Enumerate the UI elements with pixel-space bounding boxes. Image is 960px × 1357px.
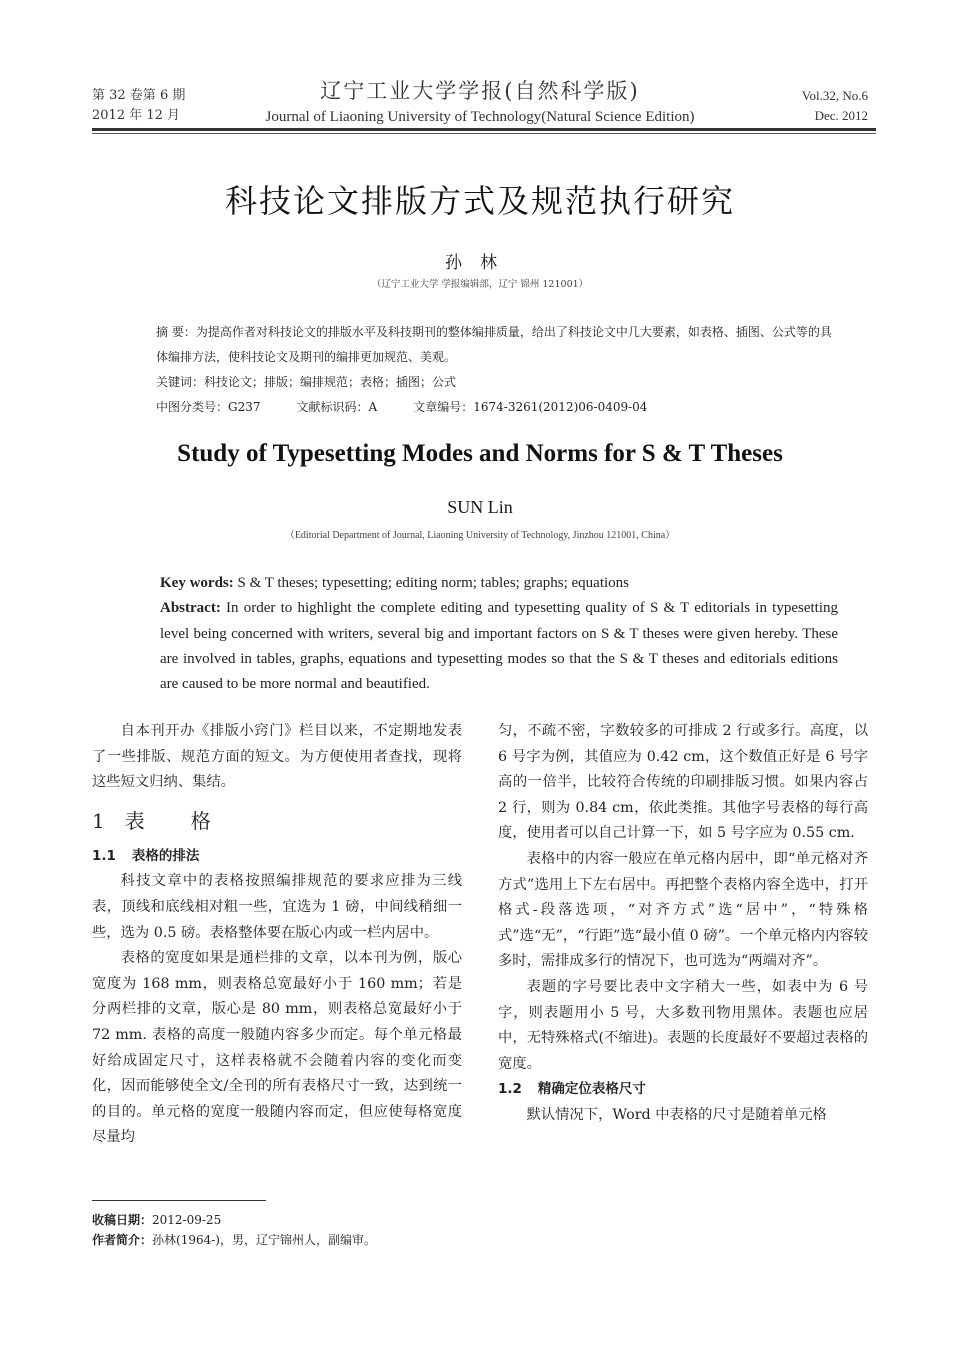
header-rule-thick xyxy=(92,128,876,131)
keywords-cn-label: 关键词： xyxy=(156,375,205,389)
intro-paragraph: 自本刊开办《排版小窍门》栏目以来，不定期地发表了一些排版、规范方面的短文。为方便使用者查找，现将这些短文归纳、集结。 xyxy=(92,723,462,791)
article-no-value: 1674-3261(2012)06-0409-04 xyxy=(473,400,648,414)
section-1-title-a: 表 xyxy=(124,808,145,833)
paper-title-en: Study of Typesetting Modes and Norms for S & T Theses xyxy=(177,440,783,467)
paragraph: 默认情况下，Word 中表格的尺寸是随着单元格 xyxy=(526,1106,827,1123)
received-date xyxy=(92,1210,376,1230)
issue-date-en: Dec. 2012 xyxy=(814,108,868,123)
footnote xyxy=(92,1210,376,1250)
doc-code-label: 文献标识码： xyxy=(296,400,369,414)
received-label: 收稿日期： xyxy=(92,1213,153,1227)
affiliation-en: （Editorial Department of Journal, Liaoning University of Technology, Jinzhou 121001, China） xyxy=(284,530,676,541)
keywords-en xyxy=(126,571,838,596)
keywords-en-label: Key words: xyxy=(160,575,234,591)
abstract-cn-body xyxy=(126,320,838,370)
issue-info-en xyxy=(802,86,868,126)
section-1-number: 1 xyxy=(92,808,105,833)
paragraph: 表格中的内容一般应在单元格内居中，即“单元格对齐方式”选用上下左右居中。再把整个表格内容全选中，打开格式-段落选项，“对齐方式”选“居中”，“特殊格式”选“无”，“行距”选“最小值 0 磅”。一个单元格内内容较多时，需排成多行的情况下，也可选为“两端对齐”。 xyxy=(498,850,868,970)
received-value: 2012-09-25 xyxy=(152,1213,222,1227)
section-1-2-number: 1.2 xyxy=(498,1081,522,1098)
journal-name-cn: 辽宁工业大学学报(自然科学版) xyxy=(320,79,640,103)
footnote-rule xyxy=(92,1200,266,1201)
volume-issue-en: Vol.32, No.6 xyxy=(801,88,868,103)
section-1-1-heading xyxy=(92,844,462,870)
abstract-en-body xyxy=(126,596,838,697)
section-1-1-number: 1.1 xyxy=(92,847,116,864)
body-column-right xyxy=(498,719,868,1129)
journal-name-en: Journal of Liaoning University of Technology(Natural Science Edition) xyxy=(265,109,695,125)
abstract-en xyxy=(126,571,838,697)
keywords-cn-text: 科技论文；排版；编排规范；表格；插图；公式 xyxy=(204,375,457,389)
section-1-heading xyxy=(92,806,462,836)
bio-label: 作者简介： xyxy=(92,1233,153,1247)
affiliation-cn: （辽宁工业大学 学报编辑部，辽宁 锦州 121001） xyxy=(371,279,589,290)
keywords-cn xyxy=(126,370,838,395)
author-en: SUN Lin xyxy=(447,497,513,517)
abstract-cn-text: 为提高作者对科技论文的排版水平及科技期刊的整体编排质量，给出了科技论文中几大要素，如表格、插图、公式等的具体编排方法，使科技论文及期刊的编排更加规范、美观。 xyxy=(156,325,832,364)
clc-label: 中图分类号： xyxy=(156,400,229,414)
abstract-cn xyxy=(126,320,838,420)
keywords-en-text: S & T theses; typesetting; editing norm; tables; graphs; equations xyxy=(237,575,629,591)
journal-name xyxy=(200,78,760,128)
clc-value: G237 xyxy=(228,400,261,414)
section-1-2-heading xyxy=(498,1077,868,1103)
paragraph: 科技文章中的表格按照编排规范的要求应排为三线表，顶线和底线相对粗一些，宜选为 1 磅，中间线稍细一些，选为 0.5 磅。表格整体要在版心内或一栏内居中。 xyxy=(92,873,462,941)
author-bio xyxy=(92,1230,376,1250)
section-1-2-title: 精确定位表格尺寸 xyxy=(537,1081,646,1098)
issue-date: 2012 年 12 月 xyxy=(92,108,181,123)
volume-issue: 第 32 卷第 6 期 xyxy=(92,88,186,103)
classification-line xyxy=(126,395,838,420)
author-cn: 孙林 xyxy=(445,253,515,273)
paragraph: 表格的宽度如果是通栏排的文章，以本刊为例，版心宽度为 168 mm，则表格总宽最好小于 160 mm；若是分两栏排的文章，版心是 80 mm，则表格总宽最好小于 72 mm. 表格的高度一般随内容多少而定。每个单元格最好给成固定尺寸，这样表格就不会随着内容的变化而变化，因而能够使全文/全刊的所有表格尺寸一致，达到统一的目的。单元格的宽度一般随内容而定，但应使每格宽度尽量均 xyxy=(92,950,462,1146)
issue-info xyxy=(92,86,185,126)
abstract-en-label: Abstract: xyxy=(160,600,221,617)
section-1-title-b: 格 xyxy=(190,808,211,833)
bio-value: 孙林(1964-)，男，辽宁锦州人，副编审。 xyxy=(152,1233,376,1247)
paper-title-cn: 科技论文排版方式及规范执行研究 xyxy=(224,182,735,220)
body-column-left xyxy=(92,719,462,1151)
paragraph-continued: 匀，不疏不密，字数较多的可排成 2 行或多行。高度，以 6 号字为例，其值应为 0.42 cm，这个数值正好是 6 号字高的一倍半，比较符合传统的印刷排版习惯。如果内容占 2 行，则为 0.84 cm，依此类推。其他字号表格的每行高度，使用者可以自己计算一下，如 5 号字应为 0.55 cm. xyxy=(498,723,868,842)
abstract-en-text: In order to highlight the complete editing and typesetting quality of S & T editorials in typesetting level being concerned with writers, several big and important factors on S & T theses were given hereby. These are involved in tables, graphs, equations and typesetting modes so that the S & T theses and editorials editions are caused to be more normal and beautified. xyxy=(160,600,839,693)
abstract-cn-label: 摘 要： xyxy=(156,325,196,339)
paragraph: 表题的字号要比表中文字稍大一些，如表中为 6 号字，则表题用小 5 号，大多数刊物用黑体。表题也应居中，无特殊格式(不缩进)。表题的长度最好不要超过表格的宽度。 xyxy=(498,978,868,1072)
section-1-1-title: 表格的排法 xyxy=(131,847,200,864)
article-no-label: 文章编号： xyxy=(413,400,474,414)
header-rule-thin xyxy=(92,133,876,134)
doc-code-value: A xyxy=(368,400,378,414)
